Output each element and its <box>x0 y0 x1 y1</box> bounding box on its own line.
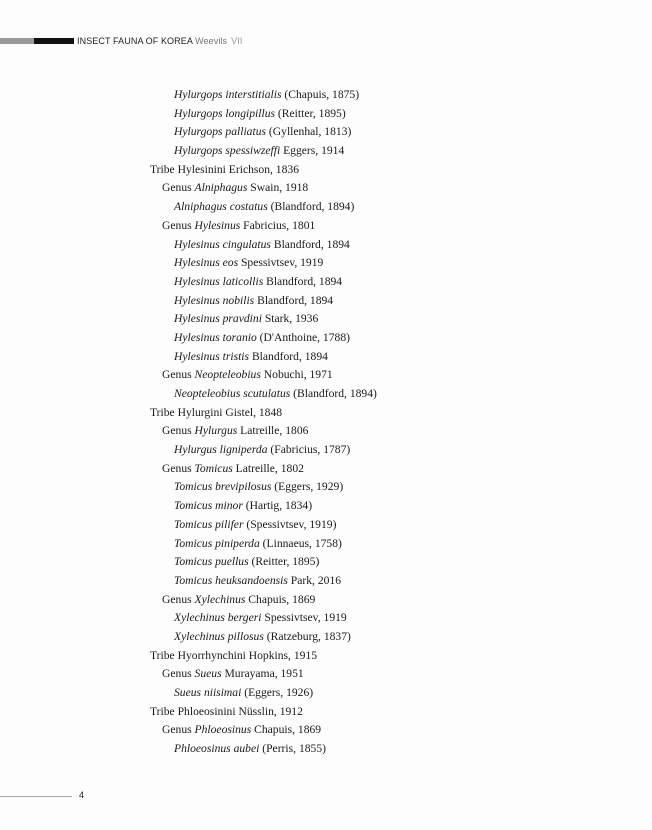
entry-prefix: Genus <box>162 723 195 737</box>
taxon-authority: Swain, 1918 <box>247 181 309 195</box>
genus-entry <box>0 721 652 740</box>
species-entry <box>0 105 652 124</box>
taxon-name: Xylechinus pillosus <box>174 629 264 643</box>
taxon-authority: (Blandford, 1894) <box>290 387 377 400</box>
entry-prefix: Genus <box>162 461 195 475</box>
taxon-authority: (Reitter, 1895) <box>275 106 346 120</box>
taxon-name: Hylurgops longipillus <box>174 106 276 120</box>
entry-prefix: Tribe Hyorrhynchini Hopkins, 1915 <box>150 648 318 662</box>
species-entry <box>0 292 652 311</box>
taxon-authority: (Linnaeus, 1758) <box>259 536 342 550</box>
taxon-authority: Latreille, 1802 <box>232 461 304 475</box>
species-entry <box>0 385 652 404</box>
header-bar-gray <box>0 38 34 44</box>
taxon-authority: Spessivtsev, 1919 <box>261 611 347 625</box>
taxon-authority: Blandford, 1894 <box>270 237 350 251</box>
taxon-authority: Chapuis, 1869 <box>245 592 316 606</box>
taxon-name: Hylesinus pravdini <box>174 312 262 326</box>
species-entry <box>0 572 652 591</box>
tribe-entry <box>0 161 652 180</box>
taxon-name: Neopteleobius <box>194 368 261 382</box>
taxon-authority: Latreille, 1806 <box>237 424 309 438</box>
taxon-name: Hylurgus <box>194 424 238 438</box>
taxon-authority: (Blandford, 1894) <box>267 200 355 214</box>
species-entry <box>0 123 652 142</box>
taxon-authority: Blandford, 1894 <box>254 293 334 307</box>
taxon-name: Tomicus puellus <box>174 555 249 569</box>
species-entry <box>0 497 652 516</box>
taxon-authority: (Gyllenhal, 1813) <box>266 125 352 139</box>
taxon-authority: Fabricius, 1801 <box>240 218 316 232</box>
taxon-authority: Chapuis, 1869 <box>251 723 322 737</box>
species-entry <box>0 86 652 105</box>
taxon-name: Hylesinus nobilis <box>174 293 255 307</box>
taxon-name: Tomicus heuksandoensis <box>174 573 288 587</box>
taxon-name: Tomicus <box>194 461 233 475</box>
entry-prefix: Genus <box>162 667 195 681</box>
taxon-name: Tomicus minor <box>174 499 243 513</box>
species-entry <box>0 198 652 217</box>
taxon-authority: (D'Anthoine, 1788) <box>256 330 350 344</box>
taxon-name: Alniphagus costatus <box>174 200 268 214</box>
taxon-authority: (Ratzeburg, 1837) <box>263 629 351 643</box>
entry-prefix: Genus <box>162 592 195 606</box>
genus-entry <box>0 460 652 479</box>
tribe-entry <box>0 404 652 423</box>
header-title: INSECT FAUNA OF KOREA <box>77 36 193 46</box>
species-entry <box>0 273 652 292</box>
tribe-entry <box>0 647 652 666</box>
taxon-name: Sueus <box>194 667 222 681</box>
taxon-name: Tomicus piniperda <box>174 536 260 550</box>
species-entry <box>0 516 652 535</box>
taxon-name: Sueus niisimai <box>174 686 242 699</box>
taxon-authority: (Eggers, 1926) <box>241 686 314 699</box>
taxon-authority: (Perris, 1855) <box>259 742 326 756</box>
genus-entry <box>0 179 652 198</box>
taxon-authority: Nobuchi, 1971 <box>260 368 333 382</box>
entry-prefix: Genus <box>162 368 195 382</box>
taxon-name: Xylechinus <box>194 592 246 606</box>
taxon-name: Xylechinus bergeri <box>174 611 262 625</box>
species-entry <box>0 535 652 554</box>
species-entry <box>0 609 652 628</box>
taxon-name: Phloeosinus <box>194 723 252 737</box>
entry-prefix: Genus <box>162 424 195 438</box>
species-entry <box>0 441 652 460</box>
species-entry <box>0 254 652 273</box>
taxon-name: Hylesinus cingulatus <box>174 237 271 251</box>
taxon-name: Hylurgops interstitialis <box>174 88 282 101</box>
genus-entry <box>0 217 652 236</box>
species-entry <box>0 478 652 497</box>
taxon-authority: (Hartig, 1834) <box>242 499 313 513</box>
genus-entry <box>0 366 652 385</box>
running-header <box>77 35 242 47</box>
footer-rule <box>0 796 72 797</box>
species-entry <box>0 740 652 759</box>
taxon-authority: Blandford, 1894 <box>249 349 328 363</box>
entry-prefix: Genus <box>162 181 195 195</box>
header-bar-black <box>34 38 74 44</box>
taxon-authority: (Chapuis, 1875) <box>281 88 360 101</box>
taxon-authority: Eggers, 1914 <box>280 144 345 158</box>
tribe-entry <box>0 703 652 722</box>
taxon-authority: (Fabricius, 1787) <box>267 443 351 457</box>
taxon-authority: (Spessivtsev, 1919) <box>243 517 337 531</box>
taxon-name: Hylurgops spessiwzeffi <box>174 144 281 158</box>
taxon-name: Hylesinus toranio <box>174 330 257 344</box>
taxonomic-list <box>0 86 652 759</box>
taxon-name: Hylurgus ligniperda <box>174 443 268 457</box>
genus-entry <box>0 591 652 610</box>
taxon-name: Hylurgops palliatus <box>174 125 267 139</box>
entry-prefix: Tribe Hylurgini Gistel, 1848 <box>150 405 283 419</box>
taxon-authority: (Reitter, 1895) <box>248 555 320 569</box>
genus-entry <box>0 665 652 684</box>
taxon-authority: Park, 2016 <box>287 573 342 587</box>
species-entry <box>0 553 652 572</box>
species-entry <box>0 628 652 647</box>
entry-prefix: Genus <box>162 218 195 232</box>
taxon-name: Hylesinus tristis <box>174 349 250 363</box>
taxon-name: Phloeosinus aubei <box>174 742 260 756</box>
taxon-authority: Stark, 1936 <box>261 312 319 326</box>
taxon-name: Tomicus pilifer <box>174 517 244 531</box>
page-number: 4 <box>79 790 85 800</box>
taxon-name: Neopteleobius scutulatus <box>174 387 291 400</box>
species-entry <box>0 329 652 348</box>
entry-prefix: Tribe Phloeosinini Nüsslin, 1912 <box>150 704 303 718</box>
species-entry <box>0 236 652 255</box>
header-subtitle: Weevils <box>195 36 228 46</box>
taxon-name: Hylesinus eos <box>174 256 239 270</box>
taxon-authority: Blandford, 1894 <box>263 274 343 288</box>
taxon-authority: Murayama, 1951 <box>221 667 304 681</box>
entry-prefix: Tribe Hylesinini Erichson, 1836 <box>150 162 299 176</box>
header-volume-mark: VII <box>231 36 243 46</box>
species-entry <box>0 310 652 329</box>
taxon-name: Alniphagus <box>194 181 248 195</box>
species-entry <box>0 348 652 367</box>
taxon-name: Hylesinus <box>194 218 241 232</box>
species-entry <box>0 684 652 703</box>
species-entry <box>0 142 652 161</box>
genus-entry <box>0 422 652 441</box>
taxon-authority: (Eggers, 1929) <box>271 480 344 494</box>
taxon-authority: Spessivtsev, 1919 <box>238 256 324 270</box>
taxon-name: Tomicus brevipilosus <box>174 480 272 494</box>
taxon-name: Hylesinus laticollis <box>174 274 264 288</box>
